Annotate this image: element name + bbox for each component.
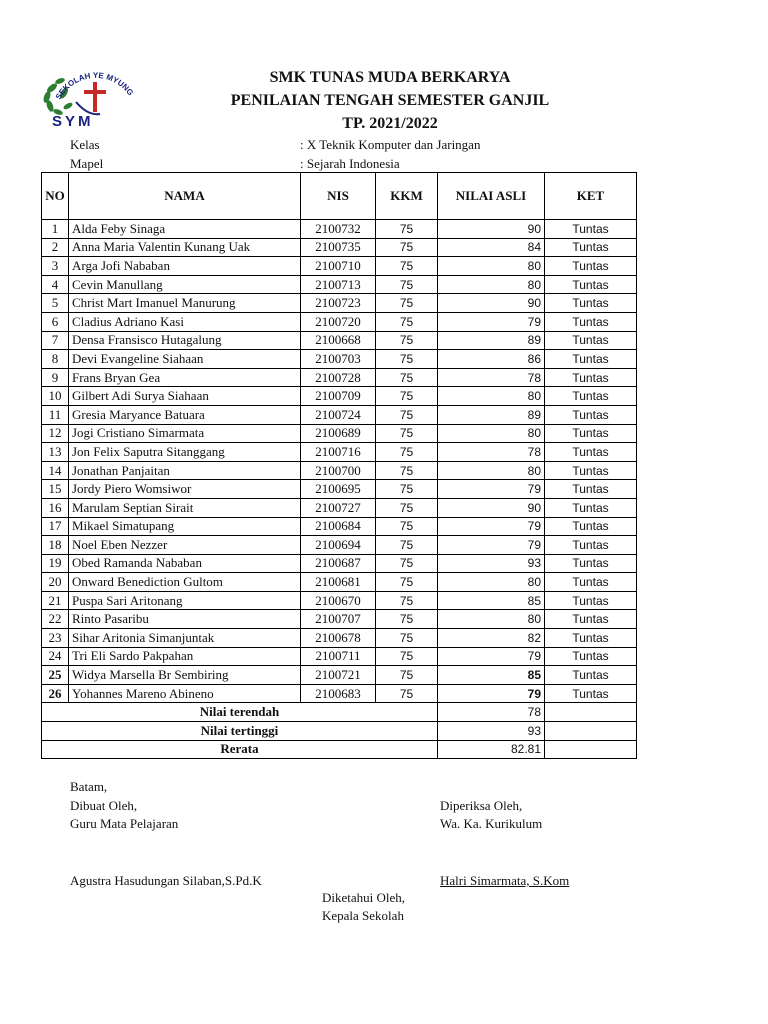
row-nilai: 80	[438, 461, 545, 480]
row-no: 9	[42, 368, 69, 387]
known-by-label: Diketahui Oleh,	[322, 890, 406, 905]
row-ket: Tuntas	[545, 312, 637, 331]
row-kkm: 75	[376, 368, 438, 387]
row-no: 11	[42, 405, 69, 424]
row-ket: Tuntas	[545, 629, 637, 648]
table-row	[42, 629, 637, 648]
row-nis: 2100721	[301, 666, 376, 685]
row-no: 4	[42, 275, 69, 294]
row-nilai: 79	[438, 536, 545, 555]
table-row	[42, 331, 637, 350]
row-ket: Tuntas	[545, 294, 637, 313]
summary-value: 93	[438, 722, 545, 741]
row-nis: 2100713	[301, 275, 376, 294]
row-nis: 2100695	[301, 480, 376, 499]
row-nis: 2100694	[301, 536, 376, 555]
row-kkm: 75	[376, 554, 438, 573]
row-nis: 2100707	[301, 610, 376, 629]
row-kkm: 75	[376, 573, 438, 592]
table-row	[42, 480, 637, 499]
row-nilai: 79	[438, 312, 545, 331]
summary-value: 78	[438, 703, 545, 722]
checked-by-role: Wa. Ka. Kurikulum	[440, 816, 543, 831]
row-ket: Tuntas	[545, 424, 637, 443]
row-no: 10	[42, 387, 69, 406]
row-nis: 2100678	[301, 629, 376, 648]
row-nilai: 89	[438, 331, 545, 350]
mapel-value: : Sejarah Indonesia	[300, 156, 400, 171]
row-name: Jordy Piero Womsiwor	[69, 480, 301, 499]
row-nilai: 80	[438, 610, 545, 629]
row-kkm: 75	[376, 294, 438, 313]
row-kkm: 75	[376, 498, 438, 517]
row-nis: 2100684	[301, 517, 376, 536]
row-nis: 2100670	[301, 591, 376, 610]
row-nilai: 89	[438, 405, 545, 424]
row-ket: Tuntas	[545, 331, 637, 350]
row-nis: 2100724	[301, 405, 376, 424]
summary-label: Nilai tertinggi	[42, 722, 438, 741]
row-nilai: 79	[438, 517, 545, 536]
row-nilai: 90	[438, 498, 545, 517]
row-kkm: 75	[376, 387, 438, 406]
row-no: 12	[42, 424, 69, 443]
header-nama: NAMA	[69, 173, 301, 220]
row-ket: Tuntas	[545, 350, 637, 369]
logo-arc-text: SEKOLAH YE MYUNG	[53, 70, 136, 102]
row-no: 5	[42, 294, 69, 313]
row-nis: 2100710	[301, 257, 376, 276]
row-nilai: 80	[438, 387, 545, 406]
row-kkm: 75	[376, 629, 438, 648]
table-row	[42, 350, 637, 369]
row-name: Yohannes Mareno Abineno	[69, 684, 301, 703]
row-ket: Tuntas	[545, 461, 637, 480]
row-no: 13	[42, 443, 69, 462]
school-logo	[38, 66, 138, 130]
made-by-name: Agustra Hasudungan Silaban,S.Pd.K	[70, 873, 262, 888]
row-kkm: 75	[376, 517, 438, 536]
row-name: Densa Fransisco Hutagalung	[69, 331, 301, 350]
table-row	[42, 666, 637, 685]
row-no: 23	[42, 629, 69, 648]
row-name: Noel Eben Nezzer	[69, 536, 301, 555]
table-row	[42, 275, 637, 294]
row-ket: Tuntas	[545, 405, 637, 424]
row-name: Obed Ramanda Nababan	[69, 554, 301, 573]
row-name: Jon Felix Saputra Sitanggang	[69, 443, 301, 462]
row-name: Alda Feby Sinaga	[69, 220, 301, 239]
row-name: Christ Mart Imanuel Manurung	[69, 294, 301, 313]
row-ket: Tuntas	[545, 666, 637, 685]
row-nilai: 79	[438, 480, 545, 499]
row-ket: Tuntas	[545, 684, 637, 703]
row-nis: 2100735	[301, 238, 376, 257]
academic-year: TP. 2021/2022	[342, 115, 438, 132]
row-ket: Tuntas	[545, 238, 637, 257]
row-ket: Tuntas	[545, 647, 637, 666]
table-row	[42, 220, 637, 239]
made-by-role: Guru Mata Pelajaran	[70, 816, 179, 831]
row-nilai: 78	[438, 368, 545, 387]
row-name: Gilbert Adi Surya Siahaan	[69, 387, 301, 406]
row-no: 6	[42, 312, 69, 331]
row-nilai: 90	[438, 220, 545, 239]
summary-row	[42, 722, 637, 741]
row-no: 25	[42, 666, 69, 685]
row-no: 3	[42, 257, 69, 276]
row-ket: Tuntas	[545, 257, 637, 276]
row-nis: 2100689	[301, 424, 376, 443]
table-row	[42, 257, 637, 276]
summary-row	[42, 703, 637, 722]
table-row	[42, 387, 637, 406]
summary-value: 82.81	[438, 740, 545, 759]
row-kkm: 75	[376, 536, 438, 555]
row-name: Rinto Pasaribu	[69, 610, 301, 629]
checked-by-name: Halri Simarmata, S.Kom	[440, 873, 570, 888]
row-nis: 2100723	[301, 294, 376, 313]
row-no: 1	[42, 220, 69, 239]
row-name: Onward Benediction Gultom	[69, 573, 301, 592]
row-kkm: 75	[376, 461, 438, 480]
row-ket: Tuntas	[545, 220, 637, 239]
table-row	[42, 405, 637, 424]
table-row	[42, 647, 637, 666]
table-row	[42, 536, 637, 555]
row-nilai: 80	[438, 275, 545, 294]
row-ket: Tuntas	[545, 517, 637, 536]
row-nis: 2100727	[301, 498, 376, 517]
mapel-label: Mapel	[70, 156, 104, 171]
row-kkm: 75	[376, 684, 438, 703]
row-name: Tri Eli Sardo Pakpahan	[69, 647, 301, 666]
header-ket: KET	[545, 173, 637, 220]
logo-abbr: SYM	[52, 113, 94, 130]
row-no: 22	[42, 610, 69, 629]
table-summary	[42, 703, 637, 759]
row-name: Sihar Aritonia Simanjuntak	[69, 629, 301, 648]
row-kkm: 75	[376, 350, 438, 369]
table-row	[42, 312, 637, 331]
row-ket: Tuntas	[545, 591, 637, 610]
table-row	[42, 461, 637, 480]
row-nilai: 86	[438, 350, 545, 369]
row-nilai: 78	[438, 443, 545, 462]
row-ket: Tuntas	[545, 610, 637, 629]
header-nis: NIS	[301, 173, 376, 220]
kelas-value: : X Teknik Komputer dan Jaringan	[300, 137, 481, 152]
row-kkm: 75	[376, 666, 438, 685]
table-header-row	[42, 173, 637, 220]
row-nilai: 79	[438, 647, 545, 666]
row-nilai: 93	[438, 554, 545, 573]
row-ket: Tuntas	[545, 443, 637, 462]
school-name: SMK TUNAS MUDA BERKARYA	[269, 69, 511, 86]
table-row	[42, 591, 637, 610]
row-no: 19	[42, 554, 69, 573]
exam-title: PENILAIAN TENGAH SEMESTER GANJIL	[230, 92, 550, 109]
row-no: 2	[42, 238, 69, 257]
row-name: Frans Bryan Gea	[69, 368, 301, 387]
row-name: Devi Evangeline Siahaan	[69, 350, 301, 369]
row-name: Puspa Sari Aritonang	[69, 591, 301, 610]
summary-empty-cell	[545, 722, 637, 741]
summary-empty-cell	[545, 703, 637, 722]
row-ket: Tuntas	[545, 387, 637, 406]
row-no: 20	[42, 573, 69, 592]
summary-row	[42, 740, 637, 759]
table-row	[42, 443, 637, 462]
row-kkm: 75	[376, 238, 438, 257]
row-nis: 2100687	[301, 554, 376, 573]
row-kkm: 75	[376, 275, 438, 294]
row-kkm: 75	[376, 405, 438, 424]
header-no: NO	[42, 173, 69, 220]
row-nilai: 85	[438, 666, 545, 685]
row-no: 24	[42, 647, 69, 666]
table-row	[42, 554, 637, 573]
row-no: 14	[42, 461, 69, 480]
made-by-label: Dibuat Oleh,	[70, 798, 138, 813]
row-ket: Tuntas	[545, 536, 637, 555]
table-row	[42, 498, 637, 517]
row-nis: 2100703	[301, 350, 376, 369]
table-row	[42, 424, 637, 443]
row-kkm: 75	[376, 220, 438, 239]
row-no: 26	[42, 684, 69, 703]
row-kkm: 75	[376, 647, 438, 666]
row-ket: Tuntas	[545, 275, 637, 294]
row-nis: 2100683	[301, 684, 376, 703]
row-kkm: 75	[376, 257, 438, 276]
checked-by-label: Diperiksa Oleh,	[440, 798, 523, 813]
row-name: Cladius Adriano Kasi	[69, 312, 301, 331]
row-nilai: 80	[438, 257, 545, 276]
summary-label: Nilai terendah	[42, 703, 438, 722]
table-row	[42, 573, 637, 592]
kelas-label: Kelas	[70, 137, 100, 152]
table-row	[42, 610, 637, 629]
table-row	[42, 368, 637, 387]
row-name: Gresia Maryance Batuara	[69, 405, 301, 424]
row-nis: 2100728	[301, 368, 376, 387]
row-name: Anna Maria Valentin Kunang Uak	[69, 238, 301, 257]
row-nis: 2100668	[301, 331, 376, 350]
row-name: Jogi Cristiano Simarmata	[69, 424, 301, 443]
row-nis: 2100720	[301, 312, 376, 331]
table-row	[42, 517, 637, 536]
row-no: 16	[42, 498, 69, 517]
row-name: Mikael Simatupang	[69, 517, 301, 536]
row-name: Jonathan Panjaitan	[69, 461, 301, 480]
row-no: 21	[42, 591, 69, 610]
row-ket: Tuntas	[545, 498, 637, 517]
known-by-role: Kepala Sekolah	[322, 908, 404, 923]
row-nilai: 79	[438, 684, 545, 703]
summary-empty-cell	[545, 740, 637, 759]
row-kkm: 75	[376, 443, 438, 462]
row-ket: Tuntas	[545, 368, 637, 387]
row-nis: 2100709	[301, 387, 376, 406]
row-ket: Tuntas	[545, 573, 637, 592]
row-kkm: 75	[376, 424, 438, 443]
row-no: 17	[42, 517, 69, 536]
row-ket: Tuntas	[545, 480, 637, 499]
row-name: Arga Jofi Nababan	[69, 257, 301, 276]
grades-table	[41, 172, 637, 759]
row-kkm: 75	[376, 480, 438, 499]
signature-place: Batam,	[70, 779, 108, 794]
row-no: 8	[42, 350, 69, 369]
summary-label: Rerata	[42, 740, 438, 759]
row-nilai: 90	[438, 294, 545, 313]
table-row	[42, 238, 637, 257]
table-body	[42, 220, 637, 703]
row-nis: 2100681	[301, 573, 376, 592]
header-kkm: KKM	[376, 173, 438, 220]
row-nis: 2100711	[301, 647, 376, 666]
row-nilai: 80	[438, 573, 545, 592]
row-kkm: 75	[376, 591, 438, 610]
row-nis: 2100732	[301, 220, 376, 239]
row-kkm: 75	[376, 331, 438, 350]
row-nilai: 84	[438, 238, 545, 257]
row-nis: 2100700	[301, 461, 376, 480]
header-nilai-asli: NILAI ASLI	[438, 173, 545, 220]
row-nilai: 80	[438, 424, 545, 443]
table-row	[42, 294, 637, 313]
row-no: 15	[42, 480, 69, 499]
row-kkm: 75	[376, 610, 438, 629]
row-kkm: 75	[376, 312, 438, 331]
row-name: Marulam Septian Sirait	[69, 498, 301, 517]
row-nis: 2100716	[301, 443, 376, 462]
row-name: Widya Marsella Br Sembiring	[69, 666, 301, 685]
row-ket: Tuntas	[545, 554, 637, 573]
row-nilai: 85	[438, 591, 545, 610]
row-nilai: 82	[438, 629, 545, 648]
row-no: 7	[42, 331, 69, 350]
table-row	[42, 684, 637, 703]
row-no: 18	[42, 536, 69, 555]
row-name: Cevin Manullang	[69, 275, 301, 294]
